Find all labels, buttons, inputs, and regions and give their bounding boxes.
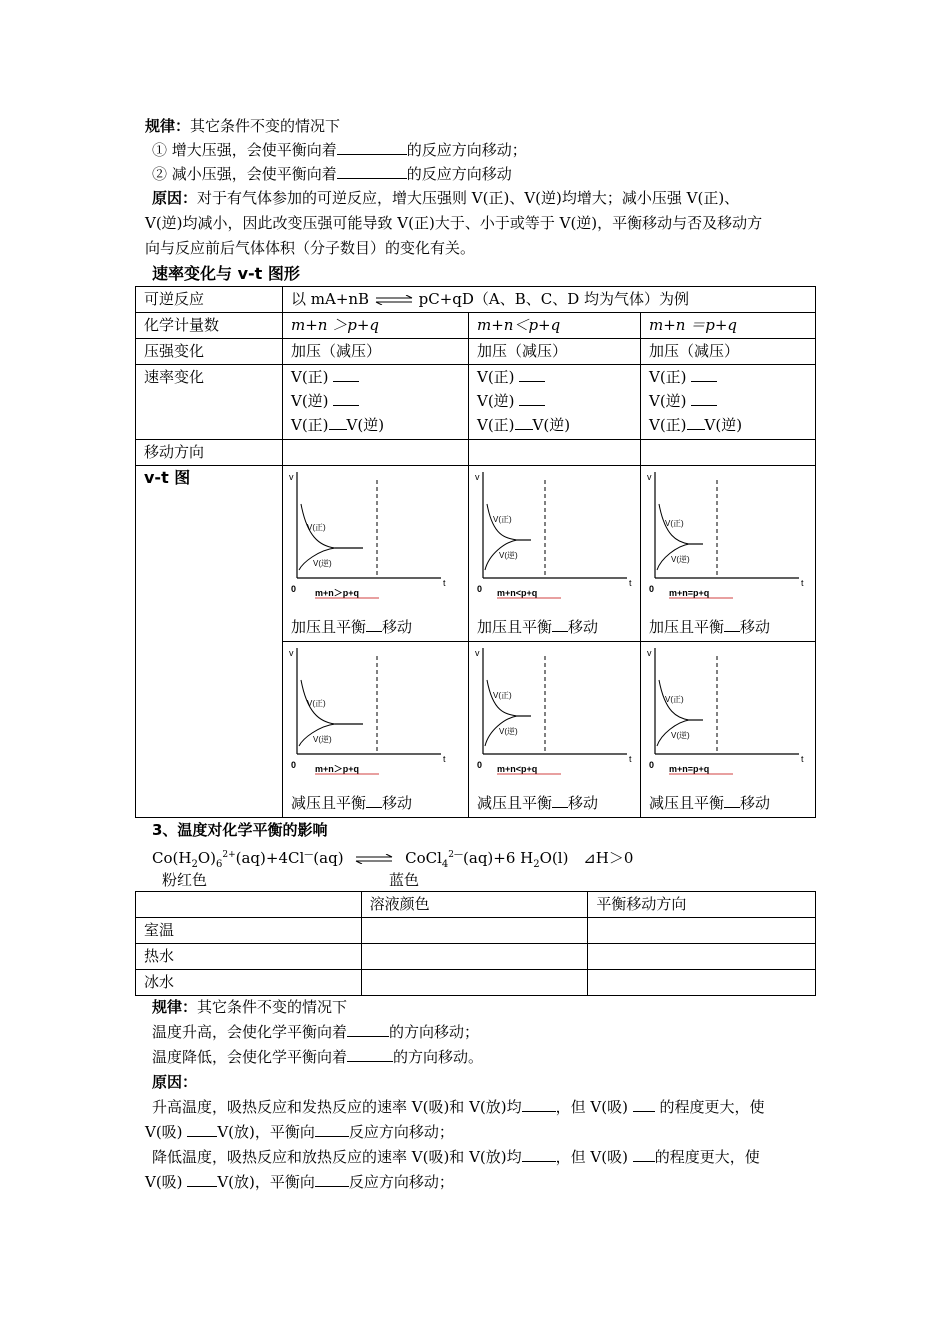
rule2-title-rest: 其它条件不变的情况下 — [197, 998, 348, 1016]
rule1-item-2 — [152, 162, 822, 186]
rate-b: V(逆) — [477, 392, 515, 410]
origin-label: 0 — [477, 760, 483, 770]
rate-c2: V(逆) — [532, 416, 571, 434]
row-label-rate: 速率变化 — [136, 365, 283, 440]
reaction-post: pC+qD（A、B、C、D 均为气体）为例 — [418, 290, 690, 308]
origin-label: 0 — [291, 760, 297, 770]
rate-b: V(逆) — [291, 392, 329, 410]
coef-case-1: m+n ＞p+q — [283, 313, 469, 339]
rate-c1: V(正) — [477, 416, 515, 434]
rate-a: V(正) — [477, 368, 515, 386]
sec3-title: 3、温度对化学平衡的影响 — [152, 821, 328, 839]
row-ice-water: 冰水 — [136, 970, 362, 996]
p1a: 升高温度，吸热反应和发热反应的速率 V(吸)和 V(放)均 — [152, 1098, 522, 1116]
cap-text: 加压且平衡 — [477, 618, 553, 636]
forward-rate-label: V(正) — [493, 691, 512, 700]
forward-rate-label: V(正) — [665, 519, 684, 528]
condition-label: m+n=p+q — [669, 764, 710, 774]
eq-part: Co(H — [152, 849, 192, 867]
rule1-reason-title: 原因： — [152, 189, 198, 207]
rate-c2: V(逆) — [704, 416, 743, 434]
eq-part: l — [299, 849, 305, 867]
blank[interactable] — [724, 617, 740, 632]
p3a: 降低温度，吸热反应和放热反应的速率 V(吸)和 V(放)均 — [152, 1148, 522, 1166]
color-blue-label: 蓝色 — [389, 871, 420, 889]
condition-label: m+n<p+q — [497, 764, 538, 774]
rate-c1: V(正) — [649, 416, 687, 434]
vt-cell — [641, 466, 816, 642]
v-axis-label: v — [289, 648, 294, 658]
p1c: 的程度更大，使 — [659, 1098, 765, 1116]
v-axis-label: v — [475, 472, 480, 482]
rate-cell — [641, 365, 816, 440]
vt-graph-add-2 — [469, 466, 640, 616]
p4a: V(吸) — [145, 1173, 183, 1191]
rule1-reason-text-2: V(逆)均减小，因此改变压强可能导致 V(正)大于、小于或等于 V(逆)，平衡移动与否及移动方 — [145, 214, 763, 232]
condition-label: m+n<p+q — [497, 588, 538, 598]
eq-part: 2— — [448, 850, 464, 860]
rule2-para-1 — [152, 1095, 822, 1119]
blank[interactable] — [633, 1097, 655, 1112]
header-solution-color: 溶液颜色 — [361, 892, 588, 918]
reverse-rate-label: V(逆) — [671, 555, 690, 564]
forward-rate-label: V(正) — [307, 699, 326, 708]
rule1-l1b: 的反应方向移动； — [406, 141, 527, 159]
blank[interactable] — [347, 1047, 393, 1062]
direction-cell[interactable] — [283, 440, 469, 466]
p2c: 反应方向移动； — [348, 1123, 454, 1141]
forward-rate-label: V(正) — [307, 523, 326, 532]
rate-c2: V(逆) — [346, 416, 385, 434]
answer-cell[interactable] — [361, 970, 588, 996]
section-title: 速率变化与 v-t 图形 — [152, 264, 300, 283]
rule1-title-rest: 其它条件不变的情况下 — [190, 117, 341, 135]
reverse-rate-label: V(逆) — [499, 551, 518, 560]
blank[interactable] — [633, 1147, 655, 1162]
blank[interactable] — [329, 415, 347, 430]
color-pink-label: 粉红色 — [162, 871, 208, 889]
vt-graph-add-1 — [283, 466, 468, 616]
vt-caption — [477, 791, 598, 815]
eq-part: (aq)+6 H — [463, 849, 534, 867]
forward-rate-label: V(正) — [493, 515, 512, 524]
vt-cell — [283, 466, 469, 642]
p4c: 反应方向移动； — [348, 1173, 454, 1191]
cap-move: 移动 — [740, 618, 771, 636]
origin-label: 0 — [477, 584, 483, 594]
pressure-case-1: 加压（减压） — [283, 339, 469, 365]
row-room-temp: 室温 — [136, 918, 362, 944]
rule2-title: 规律： — [152, 998, 198, 1016]
blank[interactable] — [519, 391, 545, 406]
eq-part: — — [304, 850, 314, 860]
row-label-vt: v-t 图 — [136, 466, 283, 818]
temperature-table — [135, 891, 816, 996]
temp-header-empty — [136, 892, 362, 918]
eq-part: (aq) — [313, 849, 344, 867]
rule1-reason-text-3: 向与反应前后气体体积（分子数目）的变化有关。 — [145, 239, 476, 257]
vt-caption — [291, 615, 412, 639]
condition-label: m+n=p+q — [669, 588, 710, 598]
row-label-reaction: 可逆反应 — [136, 287, 283, 313]
blank[interactable] — [347, 1022, 389, 1037]
row-label-direction: 移动方向 — [136, 440, 283, 466]
v-axis-label: v — [647, 472, 652, 482]
cap-text: 加压且平衡 — [649, 618, 725, 636]
pressure-case-2: 加压（减压） — [469, 339, 641, 365]
cap-move: 移动 — [740, 794, 771, 812]
rule2-l1a: 温度升高，会使化学平衡向着 — [152, 1023, 348, 1041]
equilibrium-arrow-icon — [354, 854, 394, 864]
eq-part: 6 — [215, 859, 223, 870]
eq-part: l — [437, 849, 442, 867]
answer-cell[interactable] — [588, 944, 816, 970]
vt-caption — [291, 791, 412, 815]
eq-dh: ⊿H＞0 — [583, 849, 634, 867]
rule1-l2b: 的反应方向移动 — [406, 165, 512, 183]
pressure-case-3: 加压（减压） — [641, 339, 816, 365]
answer-cell[interactable] — [588, 970, 816, 996]
condition-label: m+n＞p+q — [315, 764, 360, 774]
blank[interactable] — [337, 140, 407, 155]
vt-caption — [649, 615, 770, 639]
p1b: ，但 V(吸) — [555, 1098, 628, 1116]
pressure-table — [135, 286, 816, 818]
rate-cell — [283, 365, 469, 440]
rule1-title: 规律： — [145, 117, 191, 135]
t-axis-label: t — [443, 754, 446, 764]
blank[interactable] — [691, 367, 717, 382]
rate-cell — [469, 365, 641, 440]
t-axis-label: t — [801, 754, 804, 764]
row-hot-water: 热水 — [136, 944, 362, 970]
t-axis-label: t — [629, 578, 632, 588]
vt-graph-add-3 — [641, 466, 815, 616]
cap-move: 移动 — [568, 794, 599, 812]
reverse-rate-label: V(逆) — [313, 559, 332, 568]
blank[interactable] — [522, 1097, 556, 1112]
rule1-l2a: ② 减小压强，会使平衡向着 — [152, 165, 337, 183]
blank[interactable] — [315, 1122, 349, 1137]
rule1-item-1 — [152, 138, 822, 162]
blank[interactable] — [337, 164, 407, 179]
reverse-rate-label: V(逆) — [499, 727, 518, 736]
origin-label: 0 — [649, 584, 655, 594]
reverse-rate-label: V(逆) — [671, 731, 690, 740]
v-axis-label: v — [647, 648, 652, 658]
eq-part: 2+ — [222, 850, 236, 860]
rate-a: V(正) — [291, 368, 329, 386]
p3b: ，但 V(吸) — [555, 1148, 628, 1166]
blank[interactable] — [187, 1172, 217, 1187]
blank[interactable] — [519, 367, 545, 382]
rule2-item-2 — [152, 1045, 822, 1069]
rule1-title-line — [145, 114, 815, 138]
cap-text: 减压且平衡 — [477, 794, 553, 812]
cap-move: 移动 — [382, 618, 413, 636]
p2a: V(吸) — [145, 1123, 183, 1141]
rate-a: V(正) — [649, 368, 687, 386]
forward-rate-label: V(正) — [665, 695, 684, 704]
blank[interactable] — [691, 391, 717, 406]
coef-case-3: m+n ＝p+q — [641, 313, 816, 339]
vt-cell — [641, 642, 816, 818]
rule1-reason-1 — [152, 186, 822, 210]
vt-cell — [469, 466, 641, 642]
rule2-l2b: 的方向移动。 — [393, 1048, 484, 1066]
rule2-para-4 — [145, 1170, 815, 1194]
condition-label: m+n＞p+q — [315, 588, 360, 598]
direction-cell[interactable] — [469, 440, 641, 466]
vt-graph-sub-2 — [469, 642, 640, 792]
p2b: V(放)，平衡向 — [217, 1123, 315, 1141]
origin-label: 0 — [291, 584, 297, 594]
answer-cell[interactable] — [361, 944, 588, 970]
v-axis-label: v — [289, 472, 294, 482]
reaction-pre: 以 mA+nB — [291, 290, 370, 308]
rule1-reason-text-1: 对于有气体参加的可逆反应，增大压强则 V(正)、V(逆)均增大；减小压强 V(正)、 — [197, 189, 740, 207]
blank[interactable] — [333, 367, 359, 382]
t-axis-label: t — [801, 578, 804, 588]
rule2-title-line — [152, 995, 822, 1019]
header-shift-direction: 平衡移动方向 — [588, 892, 816, 918]
cap-text: 减压且平衡 — [291, 794, 367, 812]
rule2-para-2 — [145, 1120, 815, 1144]
eq-part: 4 — [441, 859, 449, 870]
blank[interactable] — [366, 793, 382, 808]
coef-case-2: m+n＜p+q — [469, 313, 641, 339]
vt-graph-sub-3 — [641, 642, 815, 792]
cap-move: 移动 — [568, 618, 599, 636]
blank[interactable] — [187, 1122, 217, 1137]
rate-c1: V(正) — [291, 416, 329, 434]
eq-part: (aq)+4C — [235, 849, 300, 867]
blank[interactable] — [552, 617, 568, 632]
t-axis-label: t — [443, 578, 446, 588]
blank[interactable] — [724, 793, 740, 808]
rule2-reason-title-line — [152, 1070, 822, 1094]
p3c: 的程度更大，使 — [654, 1148, 760, 1166]
blank[interactable] — [687, 415, 705, 430]
row-label-coefficients: 化学计量数 — [136, 313, 283, 339]
origin-label: 0 — [649, 760, 655, 770]
blank[interactable] — [552, 793, 568, 808]
answer-cell[interactable] — [361, 918, 588, 944]
rule2-l2a: 温度降低，会使化学平衡向着 — [152, 1048, 348, 1066]
reverse-rate-label: V(逆) — [313, 735, 332, 744]
direction-cell[interactable] — [641, 440, 816, 466]
rule1-l1a: ① 增大压强，会使平衡向着 — [152, 141, 337, 159]
cap-move: 移动 — [382, 794, 413, 812]
sec3-equation: $Co(H_2O)_6^{2+}(aq)+4Cl^—(aq)$ CoCl$_4^{2—}$(aq)+6 $H_2O(l)$ ⊿H＞0 — [152, 849, 634, 870]
v-axis-label: v — [475, 648, 480, 658]
vt-graph-sub-1 — [283, 642, 468, 792]
cap-text: 加压且平衡 — [291, 618, 367, 636]
equilibrium-arrow-icon — [374, 295, 414, 305]
vt-caption — [477, 615, 598, 639]
rule2-para-3 — [152, 1145, 822, 1169]
vt-cell — [469, 642, 641, 818]
t-axis-label: t — [629, 754, 632, 764]
answer-cell[interactable] — [588, 918, 816, 944]
cap-text: 减压且平衡 — [649, 794, 725, 812]
vt-cell — [283, 642, 469, 818]
rule2-item-1 — [152, 1020, 822, 1044]
blank[interactable] — [333, 391, 359, 406]
blank[interactable] — [366, 617, 382, 632]
rule2-reason-title: 原因： — [152, 1073, 198, 1091]
blank[interactable] — [315, 1172, 349, 1187]
reaction-cell — [283, 287, 816, 313]
row-label-pressure: 压强变化 — [136, 339, 283, 365]
p4b: V(放)，平衡向 — [217, 1173, 315, 1191]
eq-part: O(l) — [539, 849, 569, 867]
blank[interactable] — [522, 1147, 556, 1162]
eq-part: O) — [197, 849, 216, 867]
rate-b: V(逆) — [649, 392, 687, 410]
blank[interactable] — [515, 415, 533, 430]
vt-caption — [649, 791, 770, 815]
rule2-l1b: 的方向移动； — [389, 1023, 480, 1041]
eq-part: CoC — [405, 849, 438, 867]
